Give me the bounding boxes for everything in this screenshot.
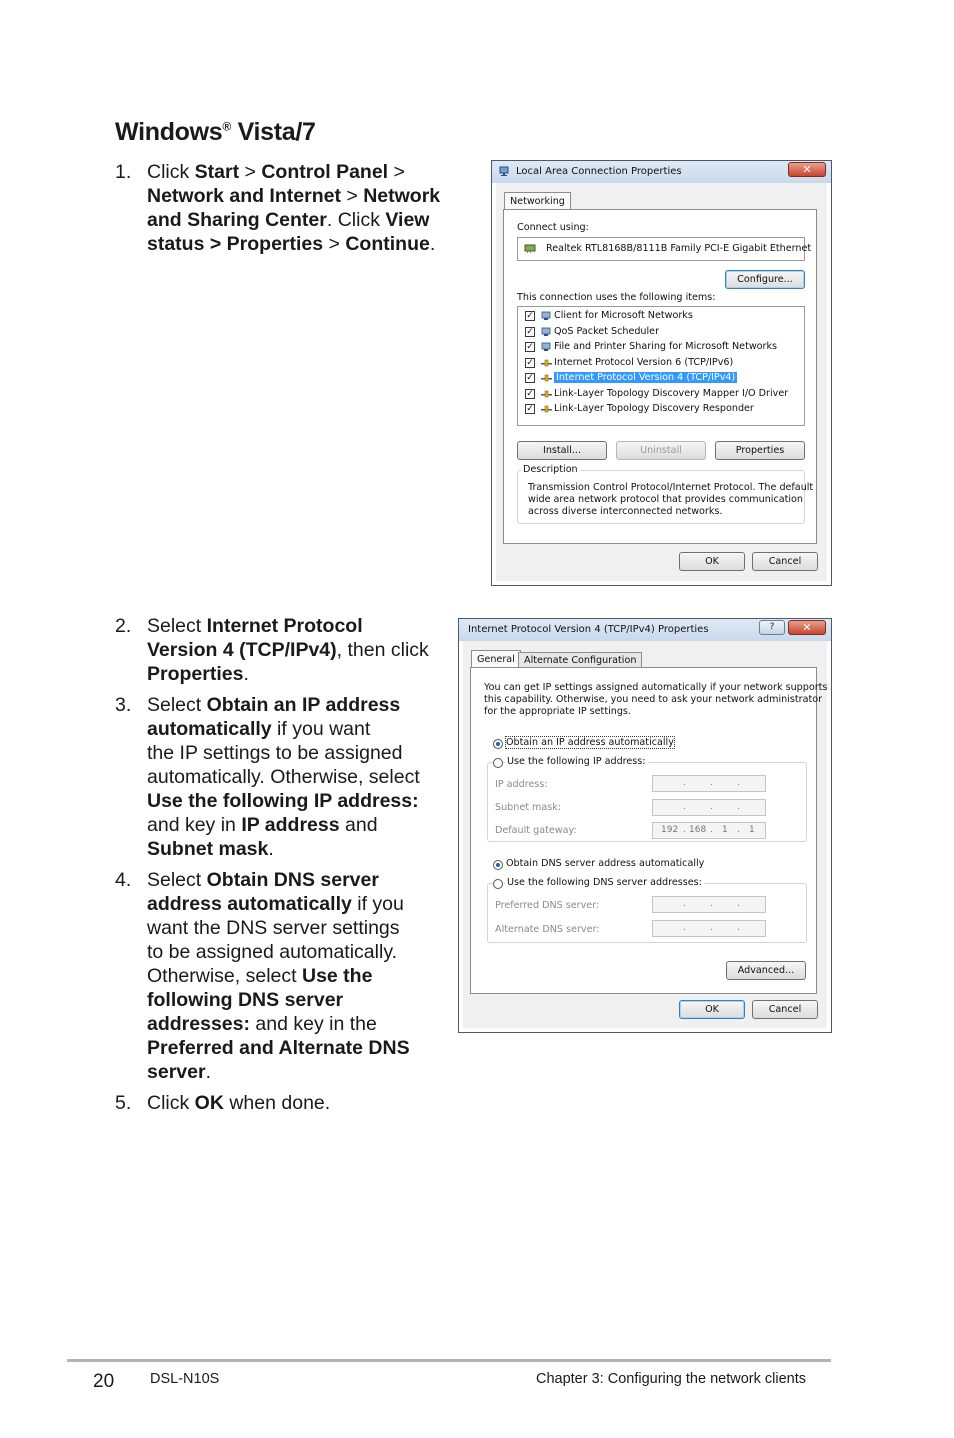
obtain-ip-radio[interactable] (493, 739, 503, 749)
item-checkbox[interactable]: ✓ (526, 404, 534, 414)
static-ip-group (487, 756, 807, 842)
bold-term: Version 4 (TCP/IPv4) (147, 639, 337, 661)
bold-term: Obtain an IP address (206, 694, 401, 716)
subnet-mask-label: Subnet mask: (495, 802, 562, 813)
list-item[interactable]: Client for Microsoft Networks (554, 310, 693, 321)
text-segment: to be assigned automatically. (147, 941, 398, 963)
gateway-octet: 1 (722, 825, 728, 835)
text-segment: . Click (326, 209, 386, 231)
dialog-title: Local Area Connection Properties (516, 166, 682, 177)
networking-panel (503, 209, 817, 544)
step-line (147, 208, 440, 232)
items-list (517, 306, 805, 426)
step-number: 2. (115, 615, 132, 637)
network-adapter-icon (524, 244, 536, 254)
text-segment: automatically. Otherwise, select (147, 766, 420, 788)
page-number: 20 (93, 1371, 115, 1392)
item-checkbox[interactable]: ✓ (526, 342, 534, 352)
text-segment: if you want (271, 718, 371, 740)
description-line: Transmission Control Protocol/Internet Protocol. The default (528, 482, 814, 493)
text-segment: Select (147, 869, 207, 891)
bold-term: automatically (147, 718, 272, 740)
intro-line: You can get IP settings assigned automatically if your network supports (484, 682, 828, 693)
list-item[interactable]: Link-Layer Topology Discovery Responder (554, 403, 754, 414)
list-item[interactable]: File and Printer Sharing for Microsoft Networks (554, 341, 778, 352)
text-segment: . (429, 233, 436, 255)
items-label: This connection uses the following items: (517, 292, 716, 303)
static-dns-group (487, 877, 807, 943)
step-number: 3. (115, 694, 132, 716)
gateway-octet: 1 (749, 825, 755, 835)
step-line (147, 160, 440, 184)
step-line (147, 1036, 410, 1060)
bold-term: Internet Protocol (206, 615, 363, 637)
footer-rule (67, 1359, 831, 1362)
help-button[interactable]: ? (759, 620, 785, 635)
dialog-title: Internet Protocol Version 4 (TCP/IPv4) Properties (468, 624, 709, 635)
step-line (147, 868, 410, 892)
network-service-icon (541, 327, 552, 337)
protocol-icon (541, 389, 552, 399)
bold-term: Subnet mask (147, 838, 269, 860)
bold-term: IP address (241, 814, 340, 836)
default-gateway-field[interactable]: 192 . 168 . 1 . 1 (652, 822, 766, 839)
step-number: 4. (115, 869, 132, 891)
install-button[interactable]: Install... (517, 441, 607, 460)
general-panel (470, 667, 828, 994)
bold-term: status > Properties (147, 233, 324, 255)
step-line (147, 940, 410, 964)
step-line (147, 837, 420, 861)
step-line (147, 1091, 330, 1115)
text-segment: Click (147, 1092, 195, 1114)
description-line: wide area network protocol that provides communication (528, 494, 803, 505)
text-segment: . (268, 838, 274, 860)
bold-term: server (147, 1061, 206, 1083)
gateway-octet: 168 (689, 825, 707, 835)
text-segment: > (239, 161, 262, 183)
step-line (147, 741, 420, 765)
step-line (147, 789, 420, 813)
uninstall-button[interactable]: Uninstall (616, 441, 706, 460)
text-segment: > (388, 161, 405, 183)
obtain-dns-radio[interactable] (493, 860, 503, 870)
bold-term: address automatically (147, 893, 352, 915)
close-button[interactable]: ✕ (788, 162, 826, 177)
step-line (147, 813, 420, 837)
step-line (147, 717, 420, 741)
step-line (147, 892, 410, 916)
step-number: 1. (115, 161, 132, 183)
use-dns-radio[interactable] (493, 879, 503, 889)
tab-general[interactable]: General (471, 650, 521, 667)
description-group (517, 464, 814, 524)
text-segment: and key in the (249, 1013, 377, 1035)
step-line (147, 765, 420, 789)
bold-term: View (385, 209, 430, 231)
text-segment: if you (351, 893, 404, 915)
intro-line: for the appropriate IP settings. (484, 706, 631, 717)
dialog-body (496, 183, 827, 581)
intro-line: this capability. Otherwise, you need to ask your network administrator (484, 694, 823, 705)
protocol-icon (541, 404, 552, 414)
bold-term: Network (363, 185, 441, 207)
network-service-icon (541, 342, 552, 352)
use-dns-label: Use the following DNS server addresses: (507, 877, 702, 888)
cancel-button[interactable]: Cancel (752, 1000, 818, 1019)
use-ip-radio[interactable] (493, 758, 503, 768)
ipv4-properties-dialog (458, 618, 832, 1033)
subnet-mask-field[interactable]: . . . (652, 799, 766, 816)
step-line (147, 988, 410, 1012)
use-ip-label: Use the following IP address: (507, 756, 646, 767)
text-segment: the IP settings to be assigned (147, 742, 403, 764)
bold-term: Continue (345, 233, 430, 255)
alternate-dns-label: Alternate DNS server: (495, 924, 600, 935)
gateway-octet: 192 (661, 825, 679, 835)
step-line (147, 232, 440, 256)
bold-term: and Sharing Center (147, 209, 327, 231)
default-gateway-label: Default gateway: (495, 825, 577, 836)
advanced-button[interactable]: Advanced... (726, 961, 806, 980)
step-number: 5. (115, 1092, 132, 1114)
list-item[interactable]: Link-Layer Topology Discovery Mapper I/O Driver (554, 387, 789, 399)
ok-button[interactable]: OK (679, 1000, 745, 1019)
text-segment: when done. (223, 1092, 331, 1114)
description-line: across diverse interconnected networks. (528, 506, 723, 517)
bold-term: Control Panel (261, 161, 389, 183)
text-segment: > (340, 185, 364, 207)
bold-term: addresses: (147, 1013, 250, 1035)
text-segment: want the DNS server settings (147, 917, 400, 939)
network-connection-icon (499, 165, 511, 177)
properties-button[interactable]: Properties (715, 441, 805, 460)
bold-term: OK (194, 1092, 224, 1114)
bold-term: Use the (301, 965, 373, 987)
item-checkbox[interactable]: ✓ (526, 357, 534, 368)
close-button[interactable]: ✕ (788, 620, 826, 635)
text-segment: Select (147, 615, 207, 637)
protocol-icon (541, 373, 552, 383)
step-line (147, 614, 429, 638)
step-line (147, 184, 440, 208)
obtain-ip-label: Obtain an IP address automatically (506, 737, 674, 748)
step-line (147, 638, 429, 662)
list-item[interactable]: QoS Packet Scheduler (554, 325, 660, 337)
preferred-dns-label: Preferred DNS server: (495, 900, 600, 911)
text-segment: > (323, 233, 346, 255)
cancel-button[interactable]: Cancel (752, 552, 818, 571)
bold-term: following DNS server (147, 989, 344, 1011)
step-line (147, 693, 420, 717)
network-client-icon (541, 311, 552, 321)
step-text (147, 1091, 330, 1115)
model-name: DSL-N10S (150, 1371, 220, 1387)
item-checkbox[interactable]: ✓ (526, 326, 534, 337)
preferred-dns-field[interactable]: . . . (652, 896, 766, 913)
bold-term: Obtain DNS server (206, 869, 379, 891)
text-segment: and key in (147, 814, 242, 836)
step-line (147, 662, 429, 686)
step-line (147, 964, 410, 988)
bold-term: Properties (147, 663, 244, 685)
dialog-titlebar (459, 619, 831, 641)
lan-properties-dialog (491, 160, 832, 586)
protocol-icon (541, 358, 552, 368)
ip-address-label: IP address: (495, 779, 548, 790)
text-segment: . (243, 663, 249, 685)
step-text (147, 614, 429, 686)
description-label: Description (523, 464, 578, 475)
text-segment: Otherwise, select (147, 965, 302, 987)
text-segment: , then click (336, 639, 429, 661)
bold-term: Use the following IP address: (147, 790, 419, 812)
ok-button[interactable]: OK (679, 552, 745, 571)
bold-term: Network and Internet (147, 185, 341, 207)
text-segment: . (205, 1061, 211, 1083)
ip-address-field[interactable]: . . . (652, 775, 766, 792)
configure-button[interactable]: Configure... (725, 270, 805, 289)
step-text (147, 693, 420, 861)
adapter-field (517, 237, 812, 261)
list-item[interactable]: Internet Protocol Version 6 (TCP/IPv6) (554, 356, 734, 368)
bold-term: Preferred and Alternate DNS (147, 1037, 410, 1059)
step-text (147, 868, 410, 1084)
text-segment: Select (147, 694, 207, 716)
text-segment: Click (147, 161, 195, 183)
tab-networking[interactable]: Networking (504, 192, 571, 209)
step-line (147, 916, 410, 940)
step-text (147, 160, 440, 256)
section-heading: Windows® Vista/7 (115, 118, 316, 146)
step-line (147, 1060, 410, 1084)
item-checkbox[interactable]: ✓ (526, 311, 534, 321)
bold-term: Start (194, 161, 240, 183)
dialog-titlebar (492, 161, 831, 183)
alternate-dns-field[interactable]: . . . (652, 920, 766, 937)
item-checkbox[interactable]: ✓ (526, 388, 534, 399)
list-item[interactable]: Internet Protocol Version 4 (TCP/IPv4) (556, 372, 736, 383)
step-line (147, 1012, 410, 1036)
item-checkbox[interactable]: ✓ (526, 373, 534, 383)
obtain-dns-label: Obtain DNS server address automatically (506, 858, 705, 869)
connect-using-label: Connect using: (517, 222, 589, 233)
text-segment: and (339, 814, 378, 836)
chapter-title: Chapter 3: Configuring the network clients (535, 1371, 806, 1387)
dialog-body (463, 641, 827, 1028)
adapter-name: Realtek RTL8168B/8111B Family PCI-E Gigabit Ethernet (546, 243, 812, 254)
tab-alternate-configuration[interactable]: Alternate Configuration (518, 652, 642, 667)
